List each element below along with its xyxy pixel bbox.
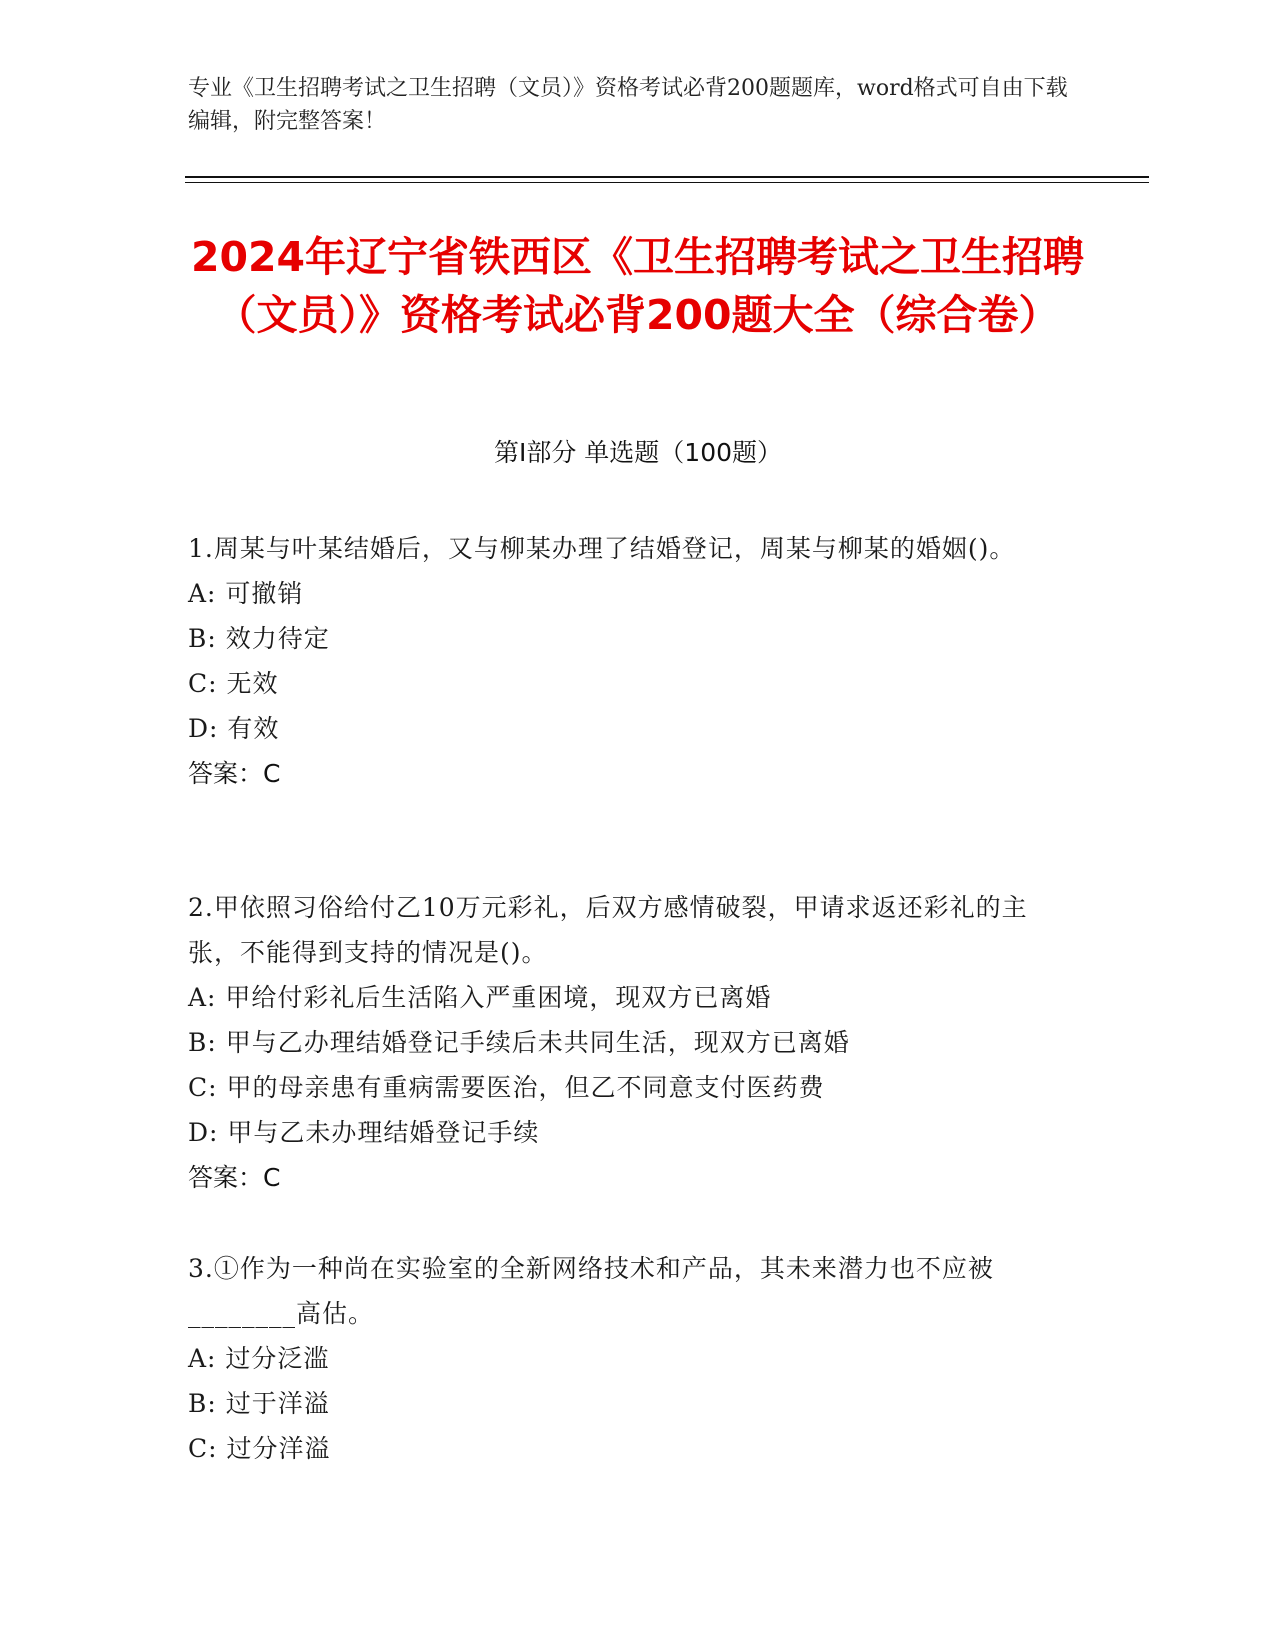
question-text: 3.①作为一种尚在实验室的全新网络技术和产品，其未来潜力也不应被________高估。 — [188, 1254, 994, 1328]
option-b: B: 甲与乙办理结婚登记手续后未共同生活，现双方已离婚 — [188, 1028, 850, 1057]
question-1 — [188, 526, 1078, 796]
answer: 答案：C — [188, 759, 281, 788]
header-divider-thin — [185, 182, 1149, 183]
document-title: 2024年辽宁省铁西区《卫生招聘考试之卫生招聘（文员）》资格考试必背200题大全（综合卷） — [190, 233, 1085, 339]
question-text: 1.周某与叶某结婚后，又与柳某办理了结婚登记，周某与柳某的婚姻()。 — [188, 534, 1016, 563]
option-d: D: 甲与乙未办理结婚登记手续 — [188, 1118, 540, 1147]
question-text: 2.甲依照习俗给付乙10万元彩礼，后双方感情破裂，甲请求返还彩礼的主张，不能得到支持的情况是()。 — [188, 893, 1028, 967]
section-title: 第I部分 单选题（100题） — [493, 438, 783, 467]
question-2 — [188, 885, 1078, 1200]
answer: 答案：C — [188, 1163, 281, 1192]
question-3 — [188, 1246, 1078, 1471]
option-b: B: 过于洋溢 — [188, 1389, 330, 1418]
header-divider-thick — [185, 176, 1149, 178]
option-a: A: 可撤销 — [188, 579, 304, 608]
option-d: D: 有效 — [188, 714, 280, 743]
option-a: A: 过分泛滥 — [188, 1344, 330, 1373]
option-c: C: 甲的母亲患有重病需要医治，但乙不同意支付医药费 — [188, 1073, 825, 1102]
option-b: B: 效力待定 — [188, 624, 330, 653]
option-c: C: 无效 — [188, 669, 279, 698]
option-c: C: 过分洋溢 — [188, 1434, 331, 1463]
option-a: A: 甲给付彩礼后生活陷入严重困境，现双方已离婚 — [188, 983, 772, 1012]
header-note: 专业《卫生招聘考试之卫生招聘（文员）》资格考试必背200题题库，word格式可自由下载编辑，附完整答案！ — [188, 76, 1068, 134]
